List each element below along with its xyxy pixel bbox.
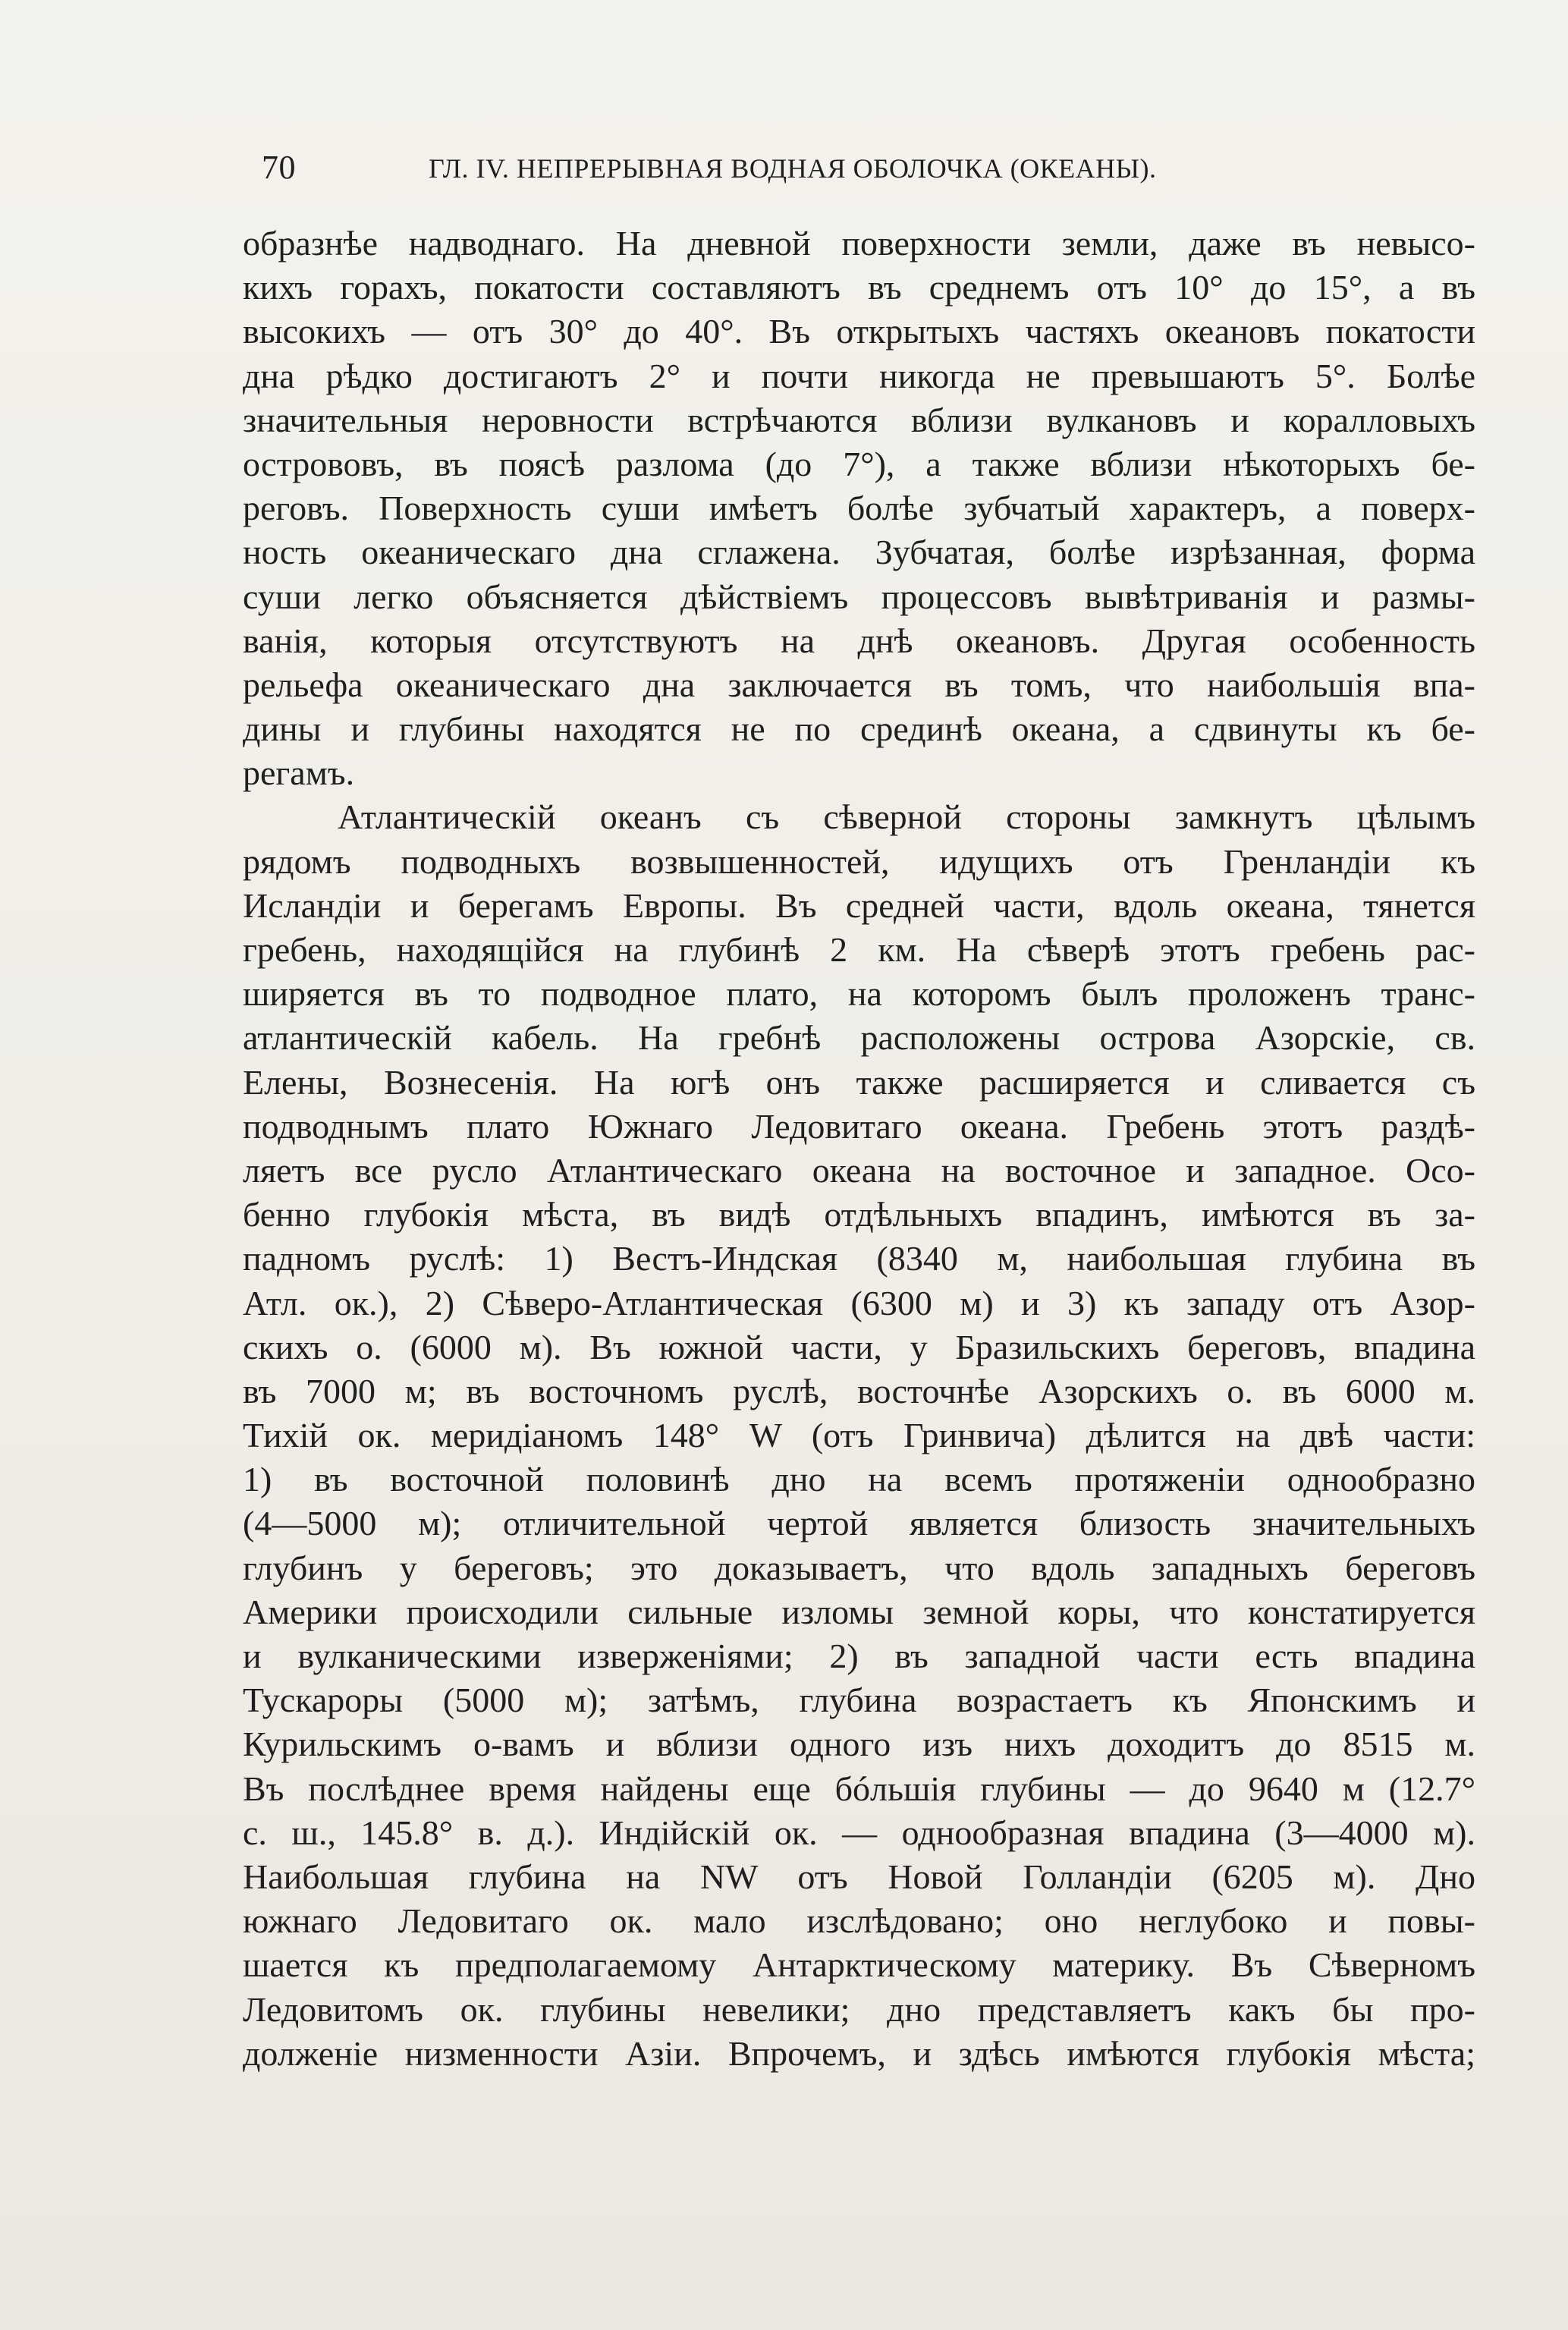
text-line: падномъ руслѣ: 1) Вестъ-Индская (8340 м, наибольшая глубина въ	[243, 1239, 1475, 1278]
text-line: суши легко объясняется дѣйствіемъ процессовъ вывѣтриванія и размы-	[243, 577, 1475, 616]
text-line: реговъ. Поверхность суши имѣетъ болѣе зубчатый характеръ, а поверх-	[243, 489, 1475, 528]
text-line: ность океаническаго дна сглажена. Зубчатая, болѣе изрѣзанная, форма	[243, 533, 1475, 572]
text-line: Наибольшая глубина на NW отъ Новой Голландіи (6205 м). Дно	[243, 1857, 1475, 1896]
text-line: Въ послѣднее время найдены еще бóльшія глубины — до 9640 м (12.7°	[243, 1769, 1475, 1808]
text-line	[243, 2076, 1475, 2120]
running-head: ГЛ. IV. НЕПРЕРЫВНАЯ ВОДНАЯ ОБОЛОЧКА (ОКЕАНЫ).	[429, 153, 1157, 184]
page-number: 70	[262, 149, 296, 186]
page-header	[243, 148, 1290, 201]
text-line: скихъ о. (6000 м). Въ южной части, у Бразильскихъ береговъ, впадина	[243, 1327, 1475, 1366]
text-line: и вулканическими изверженіями; 2) въ западной части есть впадина	[243, 1637, 1475, 1675]
text-line: ширяется въ то подводное плато, на которомъ былъ проложенъ транс-	[243, 974, 1475, 1014]
text-line: Тускароры (5000 м); затѣмъ, глубина возрастаетъ къ Японскимъ и	[243, 1681, 1475, 1720]
text-line: значительныя неровности встрѣчаются вблизи вулкановъ и коралловыхъ	[243, 400, 1475, 439]
body-text	[243, 222, 1475, 2120]
text-line: Курильскимъ о-вамъ и вблизи одного изъ нихъ доходитъ до 8515 м.	[243, 1725, 1475, 1764]
text-line: гребень, находящійся на глубинѣ 2 км. На сѣверѣ этотъ гребень рас-	[243, 930, 1475, 969]
text-line: высокихъ — отъ 30° до 40°. Въ открытыхъ частяхъ океановъ покатости	[243, 312, 1475, 351]
text-line: с. ш., 145.8° в. д.). Индійскій ок. — однообразная впадина (3—4000 м).	[243, 1813, 1475, 1852]
text-line: бенно глубокія мѣста, въ видѣ отдѣльныхъ впадинъ, имѣются въ за-	[243, 1195, 1475, 1234]
text-line: Атлантическій океанъ съ сѣверной стороны замкнутъ цѣлымъ	[338, 797, 1475, 837]
text-line: рельефа океаническаго дна заключается въ томъ, что наибольшія впа-	[243, 665, 1475, 704]
text-line: 1) въ восточной половинѣ дно на всемъ протяженіи однообразно	[243, 1460, 1475, 1499]
text-line: шается къ предполагаемому Антарктическому материку. Въ Сѣверномъ	[243, 1945, 1475, 1985]
text-line: образнѣе надводнаго. На дневной поверхности земли, даже въ невысо-	[243, 224, 1475, 263]
text-line: Исландіи и берегамъ Европы. Въ средней части, вдоль океана, тянется	[243, 885, 1475, 925]
text-line: Атл. ок.), 2) Сѣверо-Атлантическая (6300 м) и 3) къ западу отъ Азор-	[243, 1283, 1475, 1322]
text-line: Елены, Вознесенія. На югѣ онъ также расширяется и сливается съ	[243, 1062, 1475, 1102]
text-line: ляетъ все русло Атлантическаго океана на восточное и западное. Осо-	[243, 1150, 1475, 1190]
text-line: атлантическій кабель. На гребнѣ расположены острова Азорскіе, св.	[243, 1018, 1475, 1058]
text-line: регамъ.	[243, 753, 355, 793]
text-line: (4—5000 м); отличительной чертой является близость значительныхъ	[243, 1504, 1475, 1543]
text-line: Тихій ок. меридіаномъ 148° W (отъ Гринвича) дѣлится на двѣ части:	[243, 1416, 1475, 1455]
text-line: дна рѣдко достигаютъ 2° и почти никогда не превышаютъ 5°. Болѣе	[243, 356, 1475, 395]
text-line: кихъ горахъ, покатости составляютъ въ среднемъ отъ 10° до 15°, а въ	[243, 268, 1475, 307]
text-line: глубинъ у береговъ; это доказываетъ, что вдоль западныхъ береговъ	[243, 1548, 1475, 1587]
text-line: Ледовитомъ ок. глубины невелики; дно представляетъ какъ бы про-	[243, 1989, 1475, 2029]
text-line: долженіе низменности Азіи. Впрочемъ, и здѣсь имѣются глубокія мѣста;	[243, 2033, 1475, 2073]
text-line: ванія, которыя отсутствуютъ на днѣ океановъ. Другая особенность	[243, 621, 1475, 660]
text-line: острововъ, въ поясѣ разлома (до 7°), а также вблизи нѣкоторыхъ бе-	[243, 444, 1475, 483]
text-line: рядомъ подводныхъ возвышенностей, идущихъ отъ Гренландіи къ	[243, 841, 1475, 881]
text-line: дины и глубины находятся не по срединѣ океана, а сдвинуты къ бе-	[243, 709, 1475, 749]
text-line: Америки происходили сильные изломы земной коры, что констатируется	[243, 1592, 1475, 1631]
text-line: подводнымъ плато Южнаго Ледовитаго океана. Гребень этотъ раздѣ-	[243, 1106, 1475, 1146]
text-line: въ 7000 м; въ восточномъ руслѣ, восточнѣе Азорскихъ о. въ 6000 м.	[243, 1371, 1475, 1410]
text-line: южнаго Ледовитаго ок. мало изслѣдовано; оно неглубоко и повы-	[243, 1901, 1475, 1941]
